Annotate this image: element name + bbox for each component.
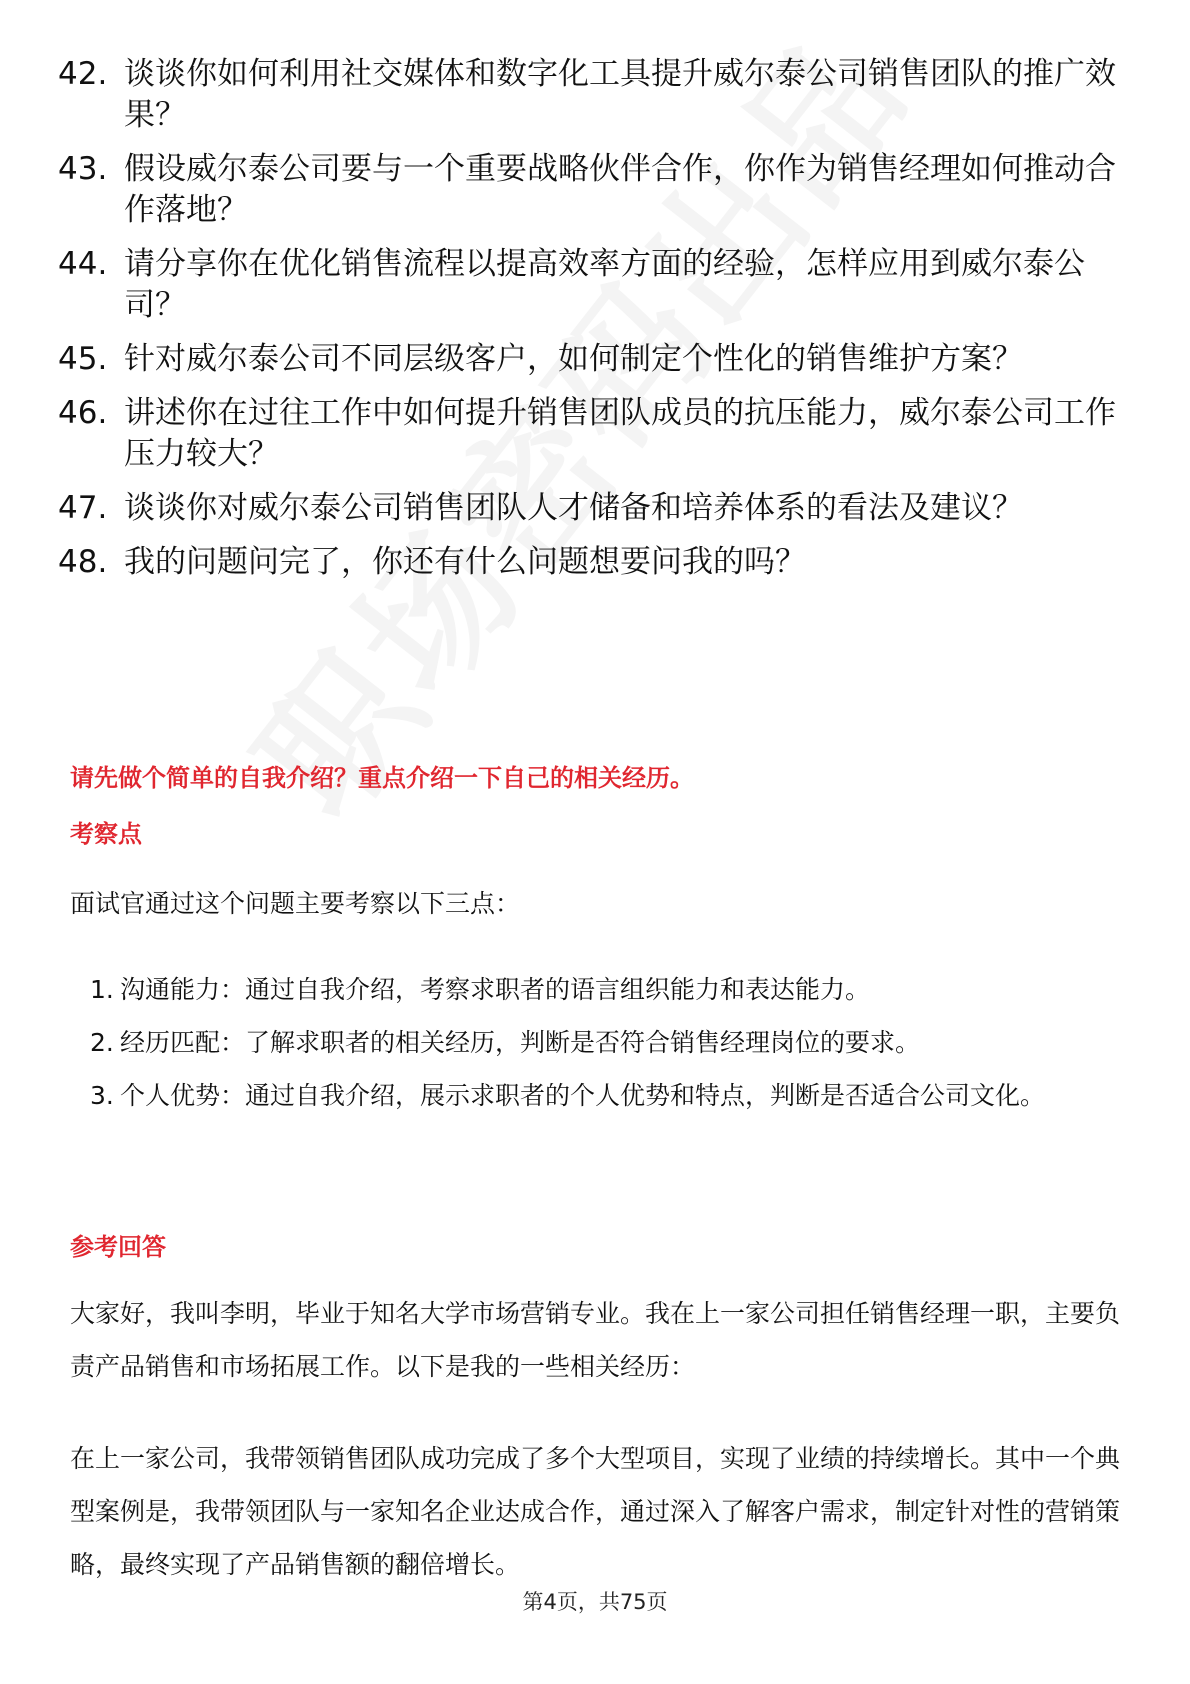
question-number: 42. bbox=[58, 56, 108, 92]
answer-heading: 参考回答 bbox=[70, 1233, 166, 1261]
question-number: 43. bbox=[58, 151, 108, 187]
question-heading: 请先做个简单的自我介绍？重点介绍一下自己的相关经历。 bbox=[70, 764, 694, 792]
question-text: 我的问题问完了，你还有什么问题想要问我的吗？ bbox=[124, 544, 806, 580]
question-item bbox=[58, 149, 1118, 231]
point-number: 3. bbox=[90, 1081, 114, 1110]
question-text: 请分享你在优化销售流程以提高效率方面的经验，怎样应用到威尔泰公司？ bbox=[124, 246, 1085, 323]
question-number: 47. bbox=[58, 490, 108, 526]
kaocha-point bbox=[70, 1069, 1130, 1122]
question-text: 针对威尔泰公司不同层级客户，如何制定个性化的销售维护方案？ bbox=[124, 341, 1023, 377]
question-text: 谈谈你如何利用社交媒体和数字化工具提升威尔泰公司销售团队的推广效果？ bbox=[124, 56, 1116, 133]
kaocha-point bbox=[70, 963, 1130, 1016]
kaocha-heading: 考察点 bbox=[70, 820, 142, 848]
point-number: 1. bbox=[90, 975, 114, 1004]
question-item bbox=[58, 244, 1118, 326]
question-text: 假设威尔泰公司要与一个重要战略伙伴合作，你作为销售经理如何推动合作落地？ bbox=[124, 151, 1116, 228]
page-footer: 第4页，共75页 bbox=[522, 1590, 668, 1614]
point-text: 经历匹配：了解求职者的相关经历，判断是否符合销售经理岗位的要求。 bbox=[120, 1028, 921, 1057]
kaocha-point bbox=[70, 1016, 1130, 1069]
question-item bbox=[58, 339, 1118, 380]
question-number: 44. bbox=[58, 246, 108, 282]
answer-paragraph-2: 在上一家公司，我带领销售团队成功完成了多个大型项目，实现了业绩的持续增长。其中一个典型案例是，我带领团队与一家知名企业达成合作，通过深入了解客户需求，制定针对性的营销策略，最终实现了产品销售额的翻倍增长。 bbox=[70, 1444, 1121, 1579]
question-number: 46. bbox=[58, 395, 108, 431]
point-text: 个人优势：通过自我介绍，展示求职者的个人优势和特点，判断是否适合公司文化。 bbox=[120, 1081, 1046, 1110]
point-number: 2. bbox=[90, 1028, 114, 1057]
question-item bbox=[58, 542, 1118, 583]
kaocha-intro: 面试官通过这个问题主要考察以下三点： bbox=[70, 889, 521, 918]
question-text: 谈谈你对威尔泰公司销售团队人才储备和培养体系的看法及建议？ bbox=[124, 490, 1023, 526]
answer-paragraph-1: 大家好，我叫李明，毕业于知名大学市场营销专业。我在上一家公司担任销售经理一职，主要负责产品销售和市场拓展工作。以下是我的一些相关经历： bbox=[70, 1299, 1121, 1381]
question-list bbox=[58, 54, 1118, 596]
kaocha-points bbox=[70, 963, 1130, 1122]
question-number: 45. bbox=[58, 341, 108, 377]
question-item bbox=[58, 393, 1118, 475]
point-text: 沟通能力：通过自我介绍，考察求职者的语言组织能力和表达能力。 bbox=[120, 975, 871, 1004]
question-number: 48. bbox=[58, 544, 108, 580]
question-item bbox=[58, 488, 1118, 529]
question-text: 讲述你在过往工作中如何提升销售团队成员的抗压能力，威尔泰公司工作压力较大？ bbox=[124, 395, 1116, 472]
question-item bbox=[58, 54, 1118, 136]
